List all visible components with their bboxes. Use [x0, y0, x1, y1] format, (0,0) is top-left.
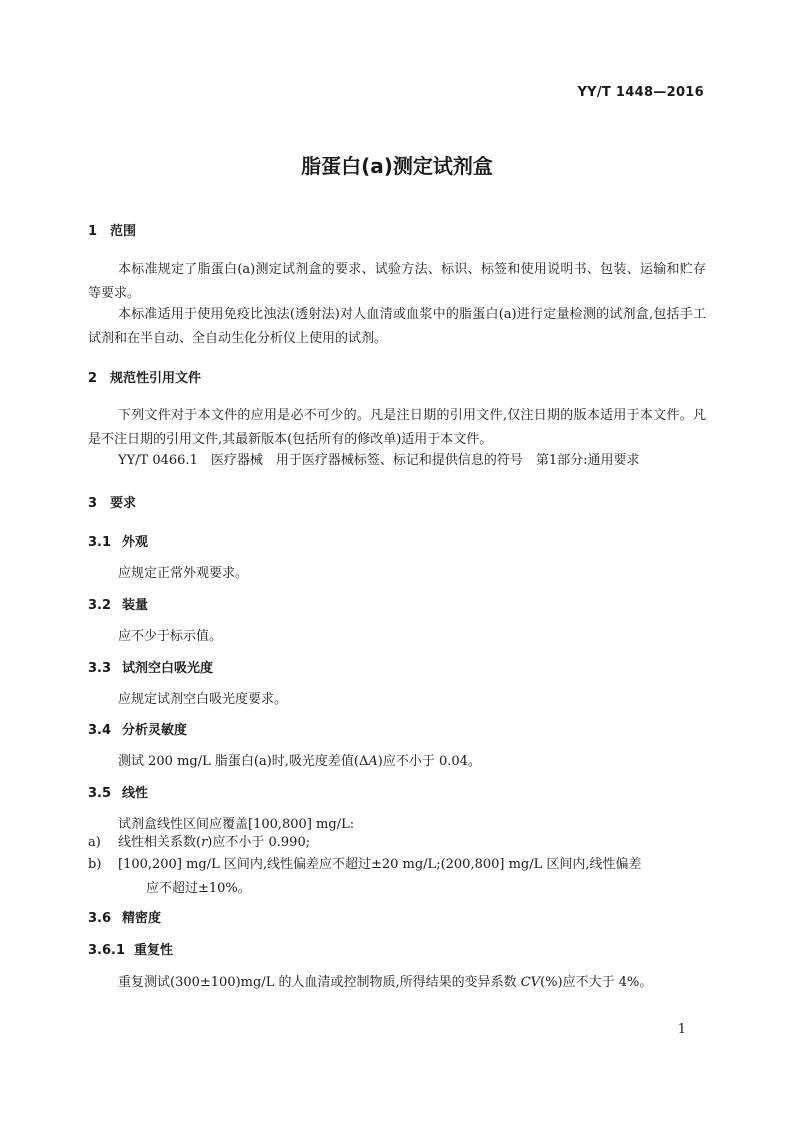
section-3-6-heading	[88, 907, 161, 926]
section-3-5-heading	[88, 782, 148, 801]
section-number: 3.2	[88, 598, 112, 613]
normative-reference: YY/T 0466.1 医疗器械 用于医疗器械标签、标记和提供信息的符号 第1部分:通用要求	[118, 453, 640, 468]
list-item-a	[88, 831, 706, 855]
page-number: 1	[677, 1022, 686, 1037]
variable-symbol: r	[201, 835, 208, 850]
section-3-2-heading	[88, 594, 148, 613]
section-1-paragraph-1: 本标准规定了脂蛋白(a)测定试剂盒的要求、试验方法、标识、标签和使用说明书、包装、运输和贮存等要求。	[88, 262, 706, 301]
section-3-3-heading	[88, 657, 213, 676]
section-3-5-text: 试剂盒线性区间应覆盖[100,800] mg/L:	[118, 817, 355, 832]
text-part: (%)应不大于 4%。	[540, 975, 653, 990]
variable-symbol: CV	[520, 975, 541, 990]
section-3-4-heading	[88, 719, 187, 738]
list-marker: b)	[88, 857, 102, 872]
section-title: 重复性	[134, 943, 174, 958]
section-2-heading	[88, 367, 201, 386]
section-1-heading	[88, 220, 136, 239]
section-3-2-text: 应不少于标示值。	[118, 629, 223, 644]
list-marker: a)	[88, 835, 101, 850]
section-3-6-1-heading	[88, 939, 173, 958]
section-number: 3.6.1	[88, 943, 126, 958]
standard-number: YY/T 1448—2016	[577, 85, 704, 100]
section-title: 线性	[122, 786, 149, 801]
section-title: 分析灵敏度	[122, 723, 188, 738]
list-item-b	[88, 853, 706, 901]
section-2-paragraph: 下列文件对于本文件的应用是必不可少的。凡是注日期的引用文件,仅注日期的版本适用于本文件。凡是不注日期的引用文件,其最新版本(包括所有的修改单)适用于本文件。	[88, 408, 706, 447]
section-title: 装量	[122, 598, 149, 613]
section-3-1-heading	[88, 531, 148, 550]
section-number: 3	[88, 496, 98, 511]
text-part: )应不小于 0.990;	[207, 835, 311, 850]
section-title: 要求	[110, 496, 137, 511]
section-number: 3.6	[88, 911, 112, 926]
text-part: )应不小于 0.04。	[377, 754, 481, 769]
section-3-1-text: 应规定正常外观要求。	[118, 566, 249, 581]
list-item-continuation: 应不超过±10%。	[146, 881, 251, 896]
text-part: 测试 200 mg/L 脂蛋白(a)时,吸光度差值(Δ	[118, 754, 369, 769]
section-number: 1	[88, 224, 98, 239]
text-part: 线性相关系数(	[118, 835, 202, 850]
list-item-text: [100,200] mg/L 区间内,线性偏差应不超过±20 mg/L;(200,800] mg/L 区间内,线性偏差	[118, 857, 642, 872]
section-number: 3.3	[88, 661, 112, 676]
section-title: 外观	[122, 535, 149, 550]
section-3-3-text: 应规定试剂空白吸光度要求。	[118, 692, 288, 707]
section-number: 3.5	[88, 786, 112, 801]
variable-symbol: A	[368, 754, 378, 769]
section-title: 精密度	[122, 911, 162, 926]
section-number: 2	[88, 371, 98, 386]
section-3-6-1-text	[118, 971, 652, 990]
section-3-heading	[88, 492, 136, 511]
section-1-paragraph-2: 本标准适用于使用免疫比浊法(透射法)对人血清或血浆中的脂蛋白(a)进行定量检测的试剂盒,包括手工试剂和在半自动、全自动生化分析仪上使用的试剂。	[88, 307, 706, 346]
section-number: 3.1	[88, 535, 112, 550]
section-title: 试剂空白吸光度	[122, 661, 214, 676]
section-3-4-text	[118, 750, 481, 769]
section-title: 规范性引用文件	[110, 371, 202, 386]
section-title: 范围	[110, 224, 137, 239]
text-part: 重复测试(300±100)mg/L 的人血清或控制物质,所得结果的变异系数	[118, 975, 521, 990]
document-title: 脂蛋白(a)测定试剂盒	[301, 154, 493, 178]
section-number: 3.4	[88, 723, 112, 738]
